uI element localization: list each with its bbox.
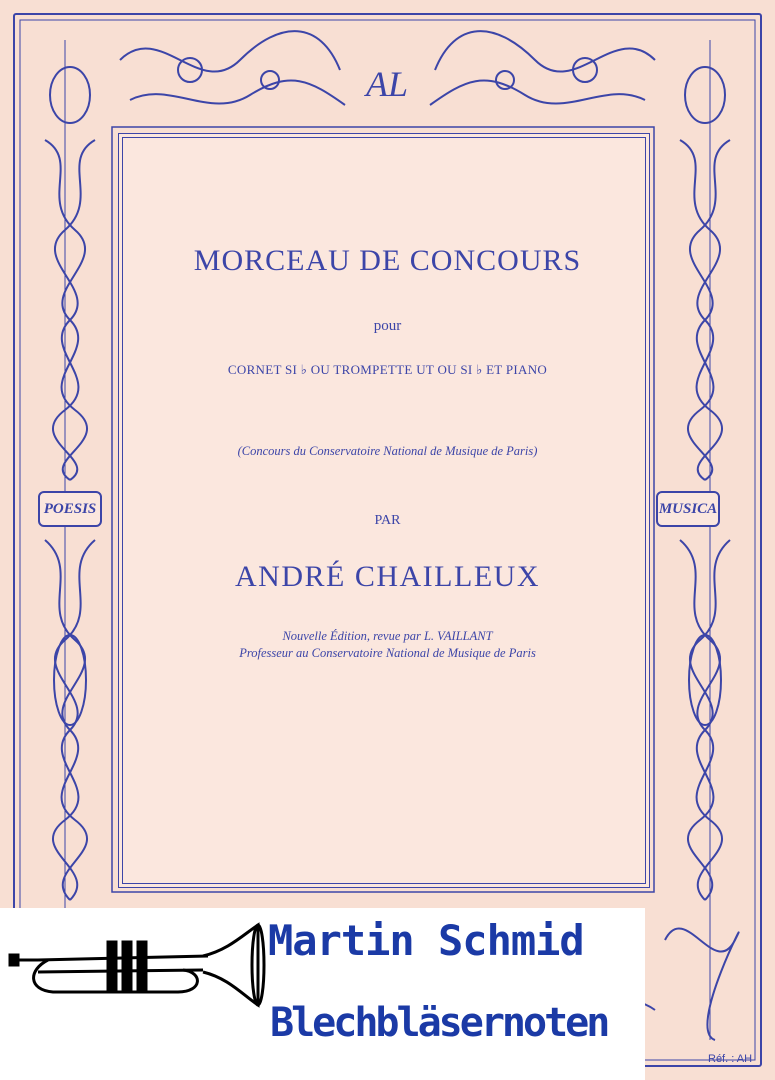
edition-line-2: Professeur au Conservatoire National de Musique de Paris bbox=[239, 646, 536, 660]
edition-line-1: Nouvelle Édition, revue par L. VAILLANT bbox=[282, 629, 493, 643]
left-cartouche: POESIS bbox=[38, 491, 102, 527]
pour-text: pour bbox=[373, 318, 402, 334]
banner-line-1: Martin Schmid bbox=[268, 916, 584, 965]
par-text: PAR bbox=[374, 513, 401, 528]
banner-line-2: Blechbläsernoten bbox=[270, 1000, 608, 1046]
concours-text: (Concours du Conservatoire National de Musique de Paris) bbox=[237, 444, 538, 458]
trumpet-icon bbox=[8, 920, 270, 1010]
edition-info bbox=[0, 628, 775, 662]
instrumentation-text: CORNET SI ♭ OU TROMPETTE UT OU SI ♭ ET PIANO bbox=[227, 362, 548, 377]
right-cartouche: MUSICA bbox=[656, 491, 720, 527]
page-title: MORCEAU DE CONCOURS bbox=[193, 244, 582, 277]
publisher-logo bbox=[357, 58, 417, 110]
logo-text: AL bbox=[365, 64, 408, 104]
composer-name: ANDRÉ CHAILLEUX bbox=[235, 560, 540, 593]
reference-number: Réf. : AH bbox=[708, 1053, 753, 1065]
seller-banner bbox=[0, 908, 645, 1080]
